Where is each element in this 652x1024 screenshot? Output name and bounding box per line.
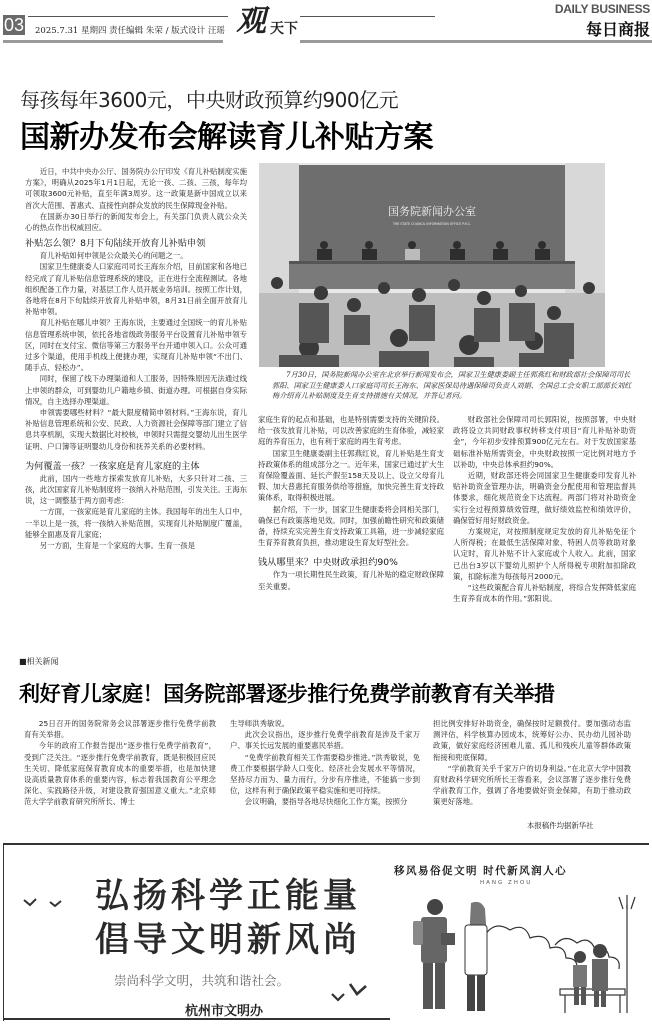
source-credit: 本报稿件均据新华社 [527,821,594,830]
paragraph: 近期，财政部还将会同国家卫生健康委印发育儿补贴补助资金管理办法，明确资金分配使用和管理监督具体要求，细化规范资金下达流程。两部门将对补助资金实行全过程预算绩效管理，做好绩效监控和绩效评价，确保管好用好财政资金。 [453,471,636,525]
speaker-table [289,261,575,289]
paper-name-en: DAILY BUSINESS [554,2,650,16]
paragraph: 家庭生育的起点和基础，也是特别需要支持的关键阶段。给一孩发放育儿补贴，可以改善家庭的生育体验，减轻家庭的养育压力，也有利于家庭的再生育考虑。 [258,415,444,447]
related-column-3 [433,718,631,808]
page-number: 03 [3,15,25,35]
article-column-2 [258,414,444,592]
paragraph: 育儿补贴如何申领是公众最关心的问题之一。 [39,251,188,261]
paragraph: “学前教育关乎千家万户的切身利益。”在北京大学中国教育财政科学研究所所长王蓉看来，会议部署了逐步推行免费学前教育工作，强调了各地要做好资金保障，有助于推动政策更好落地。 [433,763,631,807]
ad-tagline: 崇尚科学文明，共筑和谐社会。 [114,973,290,988]
ad-slogan-line-2: 倡导文明新风尚 [95,920,361,960]
section-subheading: 补贴怎么领？8月下旬陆续开放育儿补贴申领 [25,238,206,250]
birds-icon [330,980,370,1006]
paragraph: 担比例安排好补助资金，确保按时足额拨付。要加强动态监测评估，科学核算办园成本，统筹好公办、民办幼儿园补助政策，做好家庭经济困难儿童、孤儿和残疾儿童等群体政策衔接和兜底保障。 [433,719,631,762]
paragraph: 今年的政府工作报告提出“逐步推行免费学前教育”，受到广泛关注。“逐步推行免费学前教育，既是积极回应民生关切、降低家庭保育教育成本的重要举措，也是加快建设高质量教育体系的重要内容，标志着我国教育公平理念深化、实践路径升级，对建设教育强国意义重大。”北京师范大学学前教育研究所所长、博士 [24,741,216,807]
press-conference-photo [259,163,605,367]
header-rule [300,16,435,17]
ad-right-subtitle: HANG ZHOU [480,880,533,886]
paragraph: 据介绍，下一步，国家卫生健康委将会同相关部门，确保已有政策落地见效。同时，加强前瞻性研究和政策储备，持续充实完善生育支持政策工具箱，进一步减轻家庭生育养育教育负担，推动建设生育友好型社会。 [258,504,444,548]
header-bar [300,40,652,43]
related-news-tag: ■相关新闻 [19,657,59,666]
header-rule [28,16,228,17]
photo-illustration [259,163,605,367]
section-subheading: 为何覆盖一孩？一孩家庭是育儿家庭的主体 [25,460,200,472]
article-headline: 国新办发布会解读育儿补贴方案 [20,120,433,155]
paragraph: 作为一项长期性民生政策，育儿补贴的稳定财政保障至关重要。 [258,570,444,591]
paragraph: 近日，中共中央办公厅、国务院办公厅印发《育儿补贴制度实施方案》，明确从2025年1月1日起，无论一孩、二孩、三孩，每年均可领取3600元补贴，直至年满3周岁。这一政策是新中国成立以来首次大范围、普惠式、直接性向群众发放的民生保障现金补贴。 [25,167,247,210]
photo-caption [272,370,632,402]
paragraph: 方案规定，对按照制度规定发放的育儿补贴免征个人所得税；在最低生活保障对象、特困人员等救助对象认定时，育儿补贴不计入家庭或个人收入。此前，国家已出台3岁以下婴幼儿照护个人所得税专项附加扣除政策，扣除标准为每孩每月2000元。 [453,527,636,581]
backdrop-subtitle: THE STATE COUNCIL INFORMATION OFFICE P.R.C. [393,222,471,226]
paragraph: 25日召开的国务院常务会议部署逐步推行免费学前教育有关举措。 [24,719,216,740]
paragraph: 同时，保留了线下办理渠道和人工服务，因特殊原因无法通过线上申领的群众，可到婴幼儿户籍地乡镇、街道办理。可根据自身实际情况，自主选择办理渠道。 [25,374,247,406]
photo-caption-text: 7月30日，国务院新闻办公室在北京举行新闻发布会，国家卫生健康委副主任郭燕红和财政部社会保障司司长郭阳、国家卫生健康委人口家庭司司长王海东、国家医保局待遇保障司负责人刘娟、全国总工会女职工部部长刘红梅介绍育儿补贴制度及生育支持措施有关情况，并答记者问。 [272,370,632,401]
section-subheading: 钱从哪里来？中央财政承担约90% [258,557,398,569]
backdrop-title: 国务院新闻办公室 [388,205,476,218]
article-column-3 [453,414,636,604]
related-headline: 利好育儿家庭！国务院部署逐步推行免费学前教育有关举措 [19,682,555,706]
ad-sponsor: 杭州市文明办 [185,1004,264,1019]
park-scene-illustration [405,895,640,1021]
paragraph: “这些政策配合育儿补贴制度，将综合发挥降低家庭生育养育成本的作用。”郭阳说。 [453,583,636,604]
ad-right-title: 移风易俗促文明 时代新风润人心 [394,865,568,877]
paragraph: 育儿补贴在哪儿申领？王海东说，主要通过全国统一的育儿补贴信息管理系统申领，依托各地省级政务服务平台设置育儿补贴申领专区，同时在支付宝、微信等第三方服务平台开通申领入口。公众可通过多个渠道，使用手机线上便捷办理，实现育儿补贴申领“不出门、随手点、轻松办”。 [25,318,247,373]
paragraph: 财政部社会保障司司长郭阳说，按照部署，中央财政将设立共同财政事权转移支付项目“育儿补贴补助资金”，今年初步安排预算900亿元左右。对于发放国家基础标准补贴所需资金，中央财政按照一定比例对地方予以补助，中央总体承担约90%。 [453,415,636,469]
issue-meta: 2025.7.31 星期四 责任编辑 朱荣 / 版式设计 汪瑶 [35,26,225,36]
paragraph: “免费学前教育相关工作需要稳步推进。”洪秀敏说，免费工作要根据学龄人口变化、经济社会发展水平等情况，坚持尽力而为、量力而行，分步有序推进，不能搞一步到位，这样有利于确保政策平稳实施和更可持续。 [230,752,420,796]
paragraph: 此前，国内一些地方探索发放育儿补贴，大多只针对二孩、三孩，此次国家育儿补贴制度将一孩纳入补贴范围，引发关注。王海东说，这一调整基于两方面考虑： [25,473,247,506]
related-column-1 [24,718,216,808]
paragraph: 另一方面，生育是一个家庭的大事。生育一孩是 [39,541,196,551]
header-bar [3,40,223,43]
paragraph: 国家卫生健康委副主任郭燕红说，育儿补贴是生育支持政策体系的组成部分之一。近年来，国家已通过扩大生育保险覆盖面、延长产假至158天及以上、设立父母育儿假、加大普惠托育服务供给等措施，加快完善生育支持政策体系，取得积极进展。 [258,448,444,503]
article-subhead: 每孩每年3600元，中央财政预算约900亿元 [20,88,399,112]
paragraph: 在国新办30日举行的新闻发布会上，有关部门负责人就公众关心的热点作出权威回应。 [25,211,247,233]
paragraph: 此次会议指出，逐步推行免费学前教育是涉及千家万户、事关长远发展的重要惠民举措。 [230,730,420,751]
birds-icon [22,896,67,910]
section-name: 天下 [270,21,298,37]
paper-name-cn: 每日商报 [585,20,650,39]
article-column-1 [25,166,247,551]
paragraph: 一方面，一孩家庭是育儿家庭的主体。我国每年的出生人口中，一半以上是一孩，将一孩纳入补贴范围，实现育儿补贴制度广覆盖，能够全面惠及育儿家庭； [25,507,247,539]
paragraph: 会议明确，要指导各地尽快细化工作方案，按照分 [244,797,408,807]
paragraph: 生导师洪秀敏说。 [230,719,290,728]
section-logo-char: 观 [236,4,266,39]
ad-slogan-line-1: 弘扬科学正能量 [95,876,361,916]
paragraph: 申领需要哪些材料？“最大限度精简申领材料。”王海东说，育儿补贴信息管理系统和公安、民政、人力资源社会保障等部门建立了信息共享机制，实现大数据比对校核，申领时只需提交婴幼儿出生医学证明、户口簿等证明婴幼儿身份和抚养关系的必要材料。 [25,408,247,451]
related-column-2 [230,718,420,808]
paragraph: 国家卫生健康委人口家庭司司长王海东介绍，目前国家和各地已经完成了育儿补贴信息管理系统的建设，正在进行全流程测试。各地组织配备工作力量，对基层工作人员开展业务培训。按照工作计划，各地将在8月下旬陆续开放育儿补贴申领，8月31日前全面开放育儿补贴申领。 [25,262,247,317]
